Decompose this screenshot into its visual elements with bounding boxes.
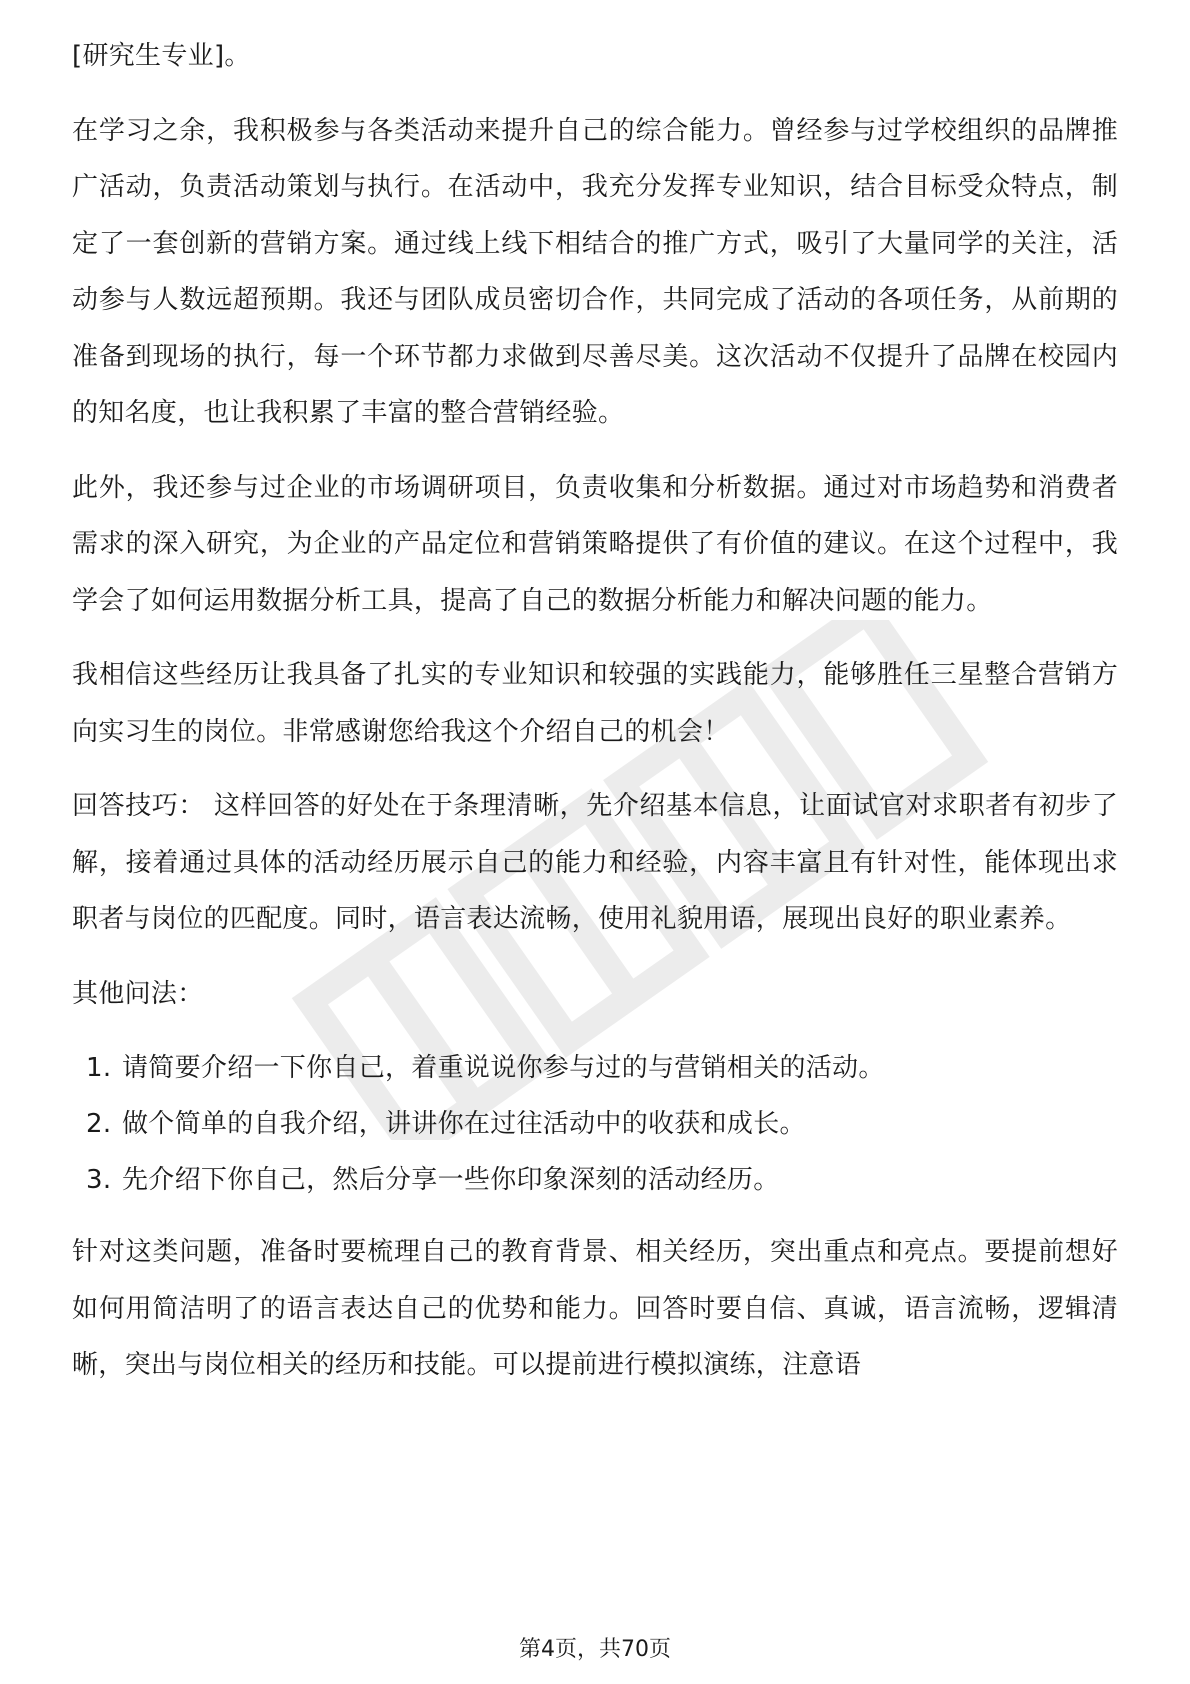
- list-item-text: 请简要介绍一下你自己，着重说说你参与过的与营销相关的活动。: [122, 1053, 885, 1083]
- paragraph: [研究生专业]。: [72, 41, 251, 71]
- paragraph: 回答技巧： 这样回答的好处在于条理清晰，先介绍基本信息，让面试官对求职者有初步了解，接着通过具体的活动经历展示自己的能力和经验，内容丰富且有针对性，能体现出求职者与岗位的匹配度。同时，语言表达流畅，使用礼貌用语，展现出良好的职业素养。: [72, 791, 1118, 934]
- document-body: [72, 28, 1118, 1412]
- list-item: [72, 1040, 1118, 1096]
- page-footer: 第4页，共70页: [519, 1637, 671, 1662]
- list-item: [72, 1152, 1118, 1208]
- paragraph: 此外，我还参与过企业的市场调研项目，负责收集和分析数据。通过对市场趋势和消费者需求的深入研究，为企业的产品定位和营销策略提供了有价值的建议。在这个过程中，我学会了如何运用数据分析工具，提高了自己的数据分析能力和解决问题的能力。: [72, 472, 1118, 616]
- alternative-questions-list: [72, 1040, 1118, 1208]
- list-item-text: 做个简单的自我介绍，讲讲你在过往活动中的收获和成长。: [122, 1109, 806, 1139]
- paragraph-closing: 针对这类问题，准备时要梳理自己的教育背景、相关经历，突出重点和亮点。要提前想好如何用简洁明了的语言表达自己的优势和能力。回答时要自信、真诚，语言流畅，逻辑清晰，突出与岗位相关的经历和技能。可以提前进行模拟演练，注意语: [72, 1237, 1118, 1380]
- list-item-text: 先介绍下你自己，然后分享一些你印象深刻的活动经历。: [122, 1165, 780, 1195]
- list-item-number: 1.: [86, 1053, 112, 1083]
- paragraph: 我相信这些经历让我具备了扎实的专业知识和较强的实践能力，能够胜任三星整合营销方向实习生的岗位。非常感谢您给我这个介绍自己的机会！: [72, 660, 1118, 747]
- list-item-number: 2.: [86, 1109, 112, 1139]
- paragraph-other-questions-heading: 其他问法：: [72, 978, 204, 1009]
- list-item-number: 3.: [86, 1165, 112, 1195]
- paragraph: 在学习之余，我积极参与各类活动来提升自己的综合能力。曾经参与过学校组织的品牌推广活动，负责活动策划与执行。在活动中，我充分发挥专业知识，结合目标受众特点，制定了一套创新的营销方案。通过线上线下相结合的推广方式，吸引了大量同学的关注，活动参与人数远超预期。我还与团队成员密切合作，共同完成了活动的各项任务，从前期的准备到现场的执行，每一个环节都力求做到尽善尽美。这次活动不仅提升了品牌在校园内的知名度，也让我积累了丰富的整合营销经验。: [72, 115, 1118, 428]
- list-item: [72, 1096, 1118, 1152]
